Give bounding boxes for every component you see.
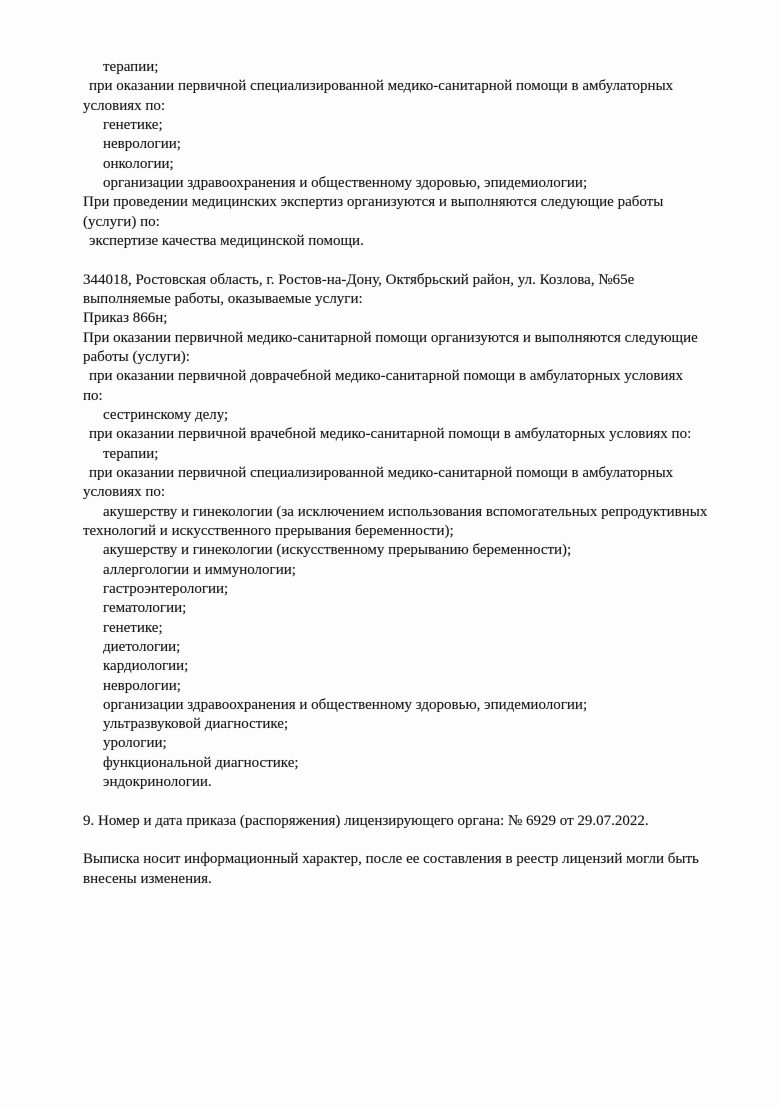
text-line: неврологии; xyxy=(103,136,181,153)
text-line: терапии; xyxy=(103,59,159,75)
text-line: работы (услуги): xyxy=(83,348,190,365)
text-line: ультразвуковой диагностике; xyxy=(103,716,289,733)
text-line: при оказании первичной специализированной медико-санитарной помощи в амбулаторных xyxy=(89,78,674,95)
text-line: экспертизе качества медицинской помощи. xyxy=(89,232,364,249)
text-line: внесены изменения. xyxy=(83,870,212,887)
text-line: генетике; xyxy=(103,116,163,133)
text-line: Приказ 866н; xyxy=(83,310,168,327)
text-line: При оказании первичной медико-санитарной помощи организуются и выполняются следующие xyxy=(83,329,698,346)
text-line: при оказании первичной специализированной медико-санитарной помощи в амбулаторных xyxy=(89,464,674,481)
text-line: по: xyxy=(83,387,103,404)
text-line: Выписка носит информационный характер, после ее составления в реестр лицензий могли быть xyxy=(83,851,699,868)
text-line: При проведении медицинских экспертиз организуются и выполняются следующие работы xyxy=(83,194,664,211)
text-line: (услуги) по: xyxy=(83,213,160,230)
text-line: урологии; xyxy=(103,735,167,752)
text-line: генетике; xyxy=(103,619,163,636)
text-line: диетологии; xyxy=(103,638,181,655)
document-body xyxy=(83,58,745,889)
blank-line xyxy=(83,792,745,811)
text-line: 9. Номер и дата приказа (распоряжения) лицензирующего органа: № 6929 от 29.07.2022. xyxy=(83,812,649,829)
text-line: неврологии; xyxy=(103,677,181,694)
text-line: гастроэнтерологии; xyxy=(103,580,229,597)
text-line: сестринскому делу; xyxy=(103,406,229,423)
blank-line xyxy=(83,251,745,270)
text-line: выполняемые работы, оказываемые услуги: xyxy=(83,290,363,307)
text-line: условиях по: xyxy=(83,97,166,114)
text-line: аллергологии и иммунологии; xyxy=(103,561,296,578)
text-line: кардиологии; xyxy=(103,658,189,675)
text-line: организации здравоохранения и общественному здоровью, эпидемиологии; xyxy=(103,696,588,713)
text-line: условиях по: xyxy=(83,484,166,501)
blank-line xyxy=(83,831,745,850)
text-line: эндокринологии. xyxy=(103,774,212,791)
text-line: при оказании первичной врачебной медико-санитарной помощи в амбулаторных условиях по: xyxy=(89,426,692,443)
text-line: технологий и искусственного прерывания беременности); xyxy=(83,522,454,539)
text-line: 344018, Ростовская область, г. Ростов-на-Дону, Октябрьский район, ул. Козлова, №65е xyxy=(83,271,635,288)
text-line: онкологии; xyxy=(103,155,174,172)
text-line: организации здравоохранения и общественному здоровью, эпидемиологии; xyxy=(103,174,588,191)
text-line: акушерству и гинекологии (искусственному прерыванию беременности); xyxy=(103,542,572,559)
text-line: акушерству и гинекологии (за исключением использования вспомогательных репродуктивных xyxy=(103,503,708,520)
text-line: терапии; xyxy=(103,445,159,462)
text-line: функциональной диагностике; xyxy=(103,754,299,771)
text-line: при оказании первичной доврачебной медико-санитарной помощи в амбулаторных условиях xyxy=(89,368,683,385)
text-line: гематологии; xyxy=(103,600,187,617)
